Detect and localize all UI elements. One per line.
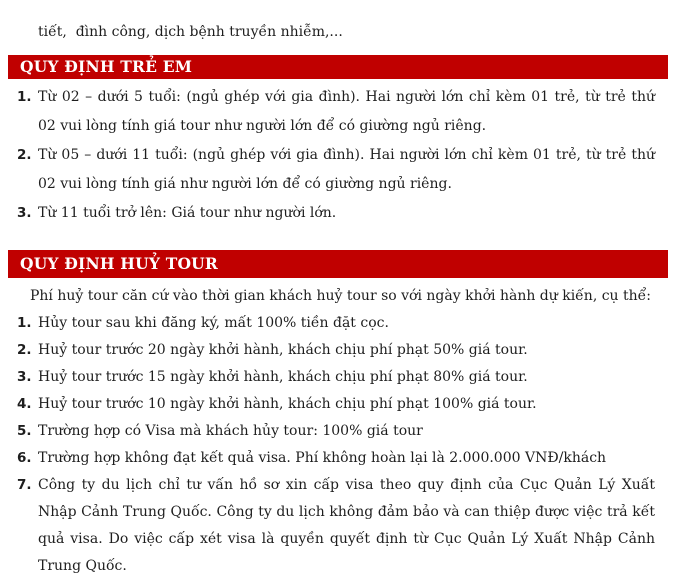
carryover-paragraph: tiết, đình công, dịch bệnh truyền nhiễm,... <box>38 24 343 40</box>
list-item-text: Trường hợp có Visa mà khách hủy tour: 100% giá tour <box>38 423 423 439</box>
list-item-text: Huỷ tour trước 10 ngày khởi hành, khách chịu phí phạt 100% giá tour. <box>38 396 537 412</box>
list-item <box>8 337 655 364</box>
list-item-number: 5. <box>17 423 32 439</box>
children-policy-list <box>8 83 655 228</box>
list-item-text: Công ty du lịch chỉ tư vấn hồ sơ xin cấp visa theo quy định của Cục Quản Lý Xuất Nhập Cảnh Trung Quốc. Công ty du lịch không đảm bảo và can thiệp được việc trả kết quả visa. Do việc cấp xét visa là quyền quyết định từ Cục Quản Lý Xuất Nhập Cảnh Trung Quốc. <box>38 477 655 574</box>
list-item-text: Từ 11 tuổi trở lên: Giá tour như người lớn. <box>38 205 337 221</box>
list-item <box>8 199 655 228</box>
list-item-text: Từ 02 – dưới 5 tuổi: (ngủ ghép với gia đình). Hai người lớn chỉ kèm 01 trẻ, từ trẻ thứ 02 vui lòng tính giá tour như người lớn để có giường ngủ riêng. <box>38 89 655 134</box>
list-item-text: Từ 05 – dưới 11 tuổi: (ngủ ghép với gia đình). Hai người lớn chỉ kèm 01 trẻ, từ trẻ thứ 02 vui lòng tính giá như người lớn để có giường ngủ riêng. <box>38 147 655 192</box>
cancellation-policy-list <box>8 310 655 580</box>
list-item <box>8 445 655 472</box>
list-item-number: 3. <box>17 205 32 221</box>
list-item <box>8 418 655 445</box>
list-item <box>8 310 655 337</box>
list-item <box>8 141 655 199</box>
list-item <box>8 364 655 391</box>
list-item-number: 2. <box>17 342 32 358</box>
list-item-number: 6. <box>17 450 32 466</box>
section-header-children-policy <box>8 55 668 79</box>
section-title: QUY ĐỊNH HUỶ TOUR <box>20 254 218 273</box>
list-item-number: 3. <box>17 369 32 385</box>
list-item-number: 7. <box>17 477 32 493</box>
cancellation-policy-intro: Phí huỷ tour căn cứ vào thời gian khách huỷ tour so với ngày khởi hành dự kiến, cụ thể: <box>30 288 651 304</box>
list-item <box>8 391 655 418</box>
list-item-number: 1. <box>17 315 32 331</box>
list-item-text: Trường hợp không đạt kết quả visa. Phí không hoàn lại là 2.000.000 VNĐ/khách <box>38 450 607 466</box>
list-item-text: Huỷ tour trước 20 ngày khởi hành, khách chịu phí phạt 50% giá tour. <box>38 342 528 358</box>
list-item-text: Huỷ tour trước 15 ngày khởi hành, khách chịu phí phạt 80% giá tour. <box>38 369 528 385</box>
list-item <box>8 472 655 580</box>
list-item <box>8 83 655 141</box>
section-header-cancellation-policy <box>8 250 668 278</box>
list-item-number: 1. <box>17 89 32 105</box>
list-item-text: Hủy tour sau khi đăng ký, mất 100% tiền đặt cọc. <box>38 315 389 331</box>
section-title: QUY ĐỊNH TRẺ EM <box>20 57 193 76</box>
list-item-number: 2. <box>17 147 32 163</box>
list-item-number: 4. <box>17 396 32 412</box>
